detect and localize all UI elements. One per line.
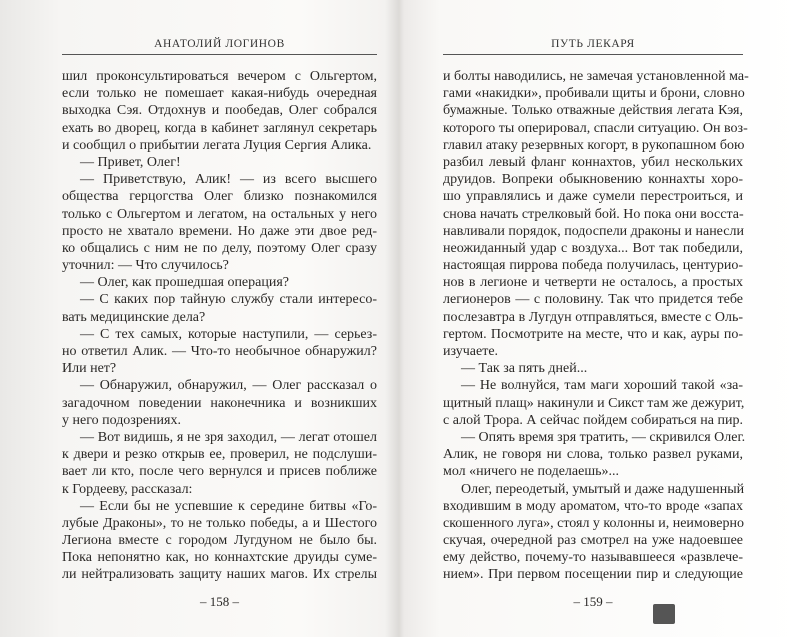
text-line: — С каких пор тайную службу стали интересо- xyxy=(80,292,377,308)
text-line: друидов. Вопреки обыкновению коннахты хоро- xyxy=(443,172,743,188)
text-line: ли нейтрализовать защиту наших магов. Их стрелы xyxy=(62,567,377,583)
text-line: бумажные. Только отважные действия легата Кэя, xyxy=(443,103,743,119)
text-line: уточнил: — Что случилось? xyxy=(62,258,229,274)
text-line: ему действо, почему-то называвшееся «развлече- xyxy=(443,550,743,566)
text-line: Легиона вместе с городом Лугдуном не было бы. xyxy=(62,533,377,549)
text-line: скошенного луга», стоял у колонны и, неимоверно xyxy=(443,515,744,531)
text-line: лубые Драконы», то не только победы, а и Шестого xyxy=(62,515,377,531)
text-line: только с Ольгертом и легатом, на остальных у него xyxy=(62,206,377,222)
text-line: легионеров — с половину. Так что придется тебе xyxy=(443,292,743,308)
text-line: Или нет? xyxy=(62,361,117,377)
text-line: и сообщил о прибытии легата Луция Сергия Алика. xyxy=(62,137,372,153)
text-line: ехать во дворец, когда в кабинет заглянул секретарь xyxy=(62,120,377,136)
text-line: к двери и резко открыв ее, проверил, не подслуши- xyxy=(62,447,377,463)
text-line: — Так за пять дней... xyxy=(461,361,588,377)
text-line: и болты наводились, не замечая установленной ма- xyxy=(443,69,749,84)
text-line: мол «ничего не поделаешь»... xyxy=(443,464,620,480)
header-rule xyxy=(62,54,377,55)
text-line: у него подозрениях. xyxy=(62,412,181,428)
text-line: входившим в моду ароматом, что-то вроде «запах xyxy=(443,498,743,514)
text-line: нов в легионе и четверти не осталось, а простых xyxy=(443,275,743,291)
text-line: главил атаку резервных когорт, в рукопашном бою xyxy=(443,137,745,153)
text-line: навливали порядок, подоспели драконы и нанесли xyxy=(443,223,744,239)
text-line: к Гордееву, рассказал: xyxy=(62,481,193,497)
text-line: шо управлялись и даже сумели перестроиться, и xyxy=(443,189,743,205)
text-line: настоящая пиррова победа получилась, центурио- xyxy=(443,258,743,274)
text-line: гертом. Посмотрите на месте, что и как, ауры по- xyxy=(443,326,743,342)
text-line: выходка Сэя. Отдохнув и пообедав, Олег собрался xyxy=(62,103,377,119)
text-line: Пока непонятно как, но коннахтские друиды суме- xyxy=(62,550,377,566)
text-line: — С тех самых, которые наступили, — серьез- xyxy=(80,326,377,342)
text-line: ко общались с ним не по делу, поэтому Олег сразу xyxy=(62,240,377,256)
text-line: нием». При первом посещении пир и следующие xyxy=(443,567,743,583)
text-line: если только не помешает какая-нибудь очередная xyxy=(62,86,377,102)
text-line: общества герцогства Олег близко познакомился xyxy=(62,189,377,205)
text-line: — Не волнуйся, там маги хороший такой «за- xyxy=(461,378,743,394)
text-line: Олег, переодетый, умытый и даже надушенный xyxy=(461,481,745,497)
text-line: изучаете. xyxy=(443,344,499,359)
text-line: послезавтра в Лугдун отправляться, вместе с Оль- xyxy=(443,309,743,325)
page-number: – 159 – xyxy=(573,594,613,609)
text-line: Алик, не говоря ни слова, только развел руками, xyxy=(443,447,743,463)
text-line: шил проконсультироваться вечером с Ольгертом, xyxy=(62,69,377,84)
right-page xyxy=(443,0,749,637)
text-line: загадочном поведении наконечника и возникших xyxy=(62,395,377,411)
text-line: но ответил Алик. — Что-то необычное обнаружил? xyxy=(62,344,377,359)
text-line: вает ли кто, после чего вернулся и присев поближе xyxy=(62,464,377,480)
text-line: вать медицинские дела? xyxy=(62,309,206,325)
header-rule xyxy=(443,54,743,55)
text-line: с алой Трора. А сейчас пойдем собираться на пир. xyxy=(443,412,743,428)
text-line: просто не хватало времени. Но даже эти двое ред- xyxy=(62,223,377,239)
text-line: неожиданный удар с воздуха... Вот так победили, xyxy=(443,240,743,256)
text-line: — Обнаружил, обнаружил, — Олег рассказал о xyxy=(80,378,377,394)
text-line: снова начать стрелковый бой. Но пока они восста- xyxy=(443,206,744,222)
text-line: — Привет, Олег! xyxy=(80,154,181,170)
text-line: — Если бы не успевшие к середине битвы «Го- xyxy=(80,498,377,514)
text-line: — Приветствую, Алик! — из всего высшего xyxy=(80,172,377,188)
text-line: гами «накидки», пробивали щиты и брони, словно xyxy=(443,86,745,102)
running-head: ПУТЬ ЛЕКАРЯ xyxy=(551,38,635,50)
text-line: — Опять время зря тратить, — скривился Олег. xyxy=(461,429,746,445)
text-line: скучая, очередной раз смотрел на уже надоевшее xyxy=(443,533,743,549)
text-line: разбил левый фланг коннахтов, убил нескольких xyxy=(443,154,743,170)
page-text xyxy=(443,68,749,584)
text-line: — Олег, как прошедшая операция? xyxy=(80,275,289,291)
page-number: – 158 – xyxy=(200,594,239,609)
publisher-logo xyxy=(653,604,675,624)
text-line: — Вот видишь, я не зря заходил, — легат отошел xyxy=(80,429,377,445)
left-page xyxy=(62,0,377,637)
page-text xyxy=(62,68,377,584)
text-line: щитный плащ» накинули и Сикст там же дежурит, xyxy=(443,395,745,411)
text-line: которого ты оперировал, спасли ситуацию. Он воз- xyxy=(443,120,748,136)
running-head: АНАТОЛИЙ ЛОГИНОВ xyxy=(154,38,285,50)
